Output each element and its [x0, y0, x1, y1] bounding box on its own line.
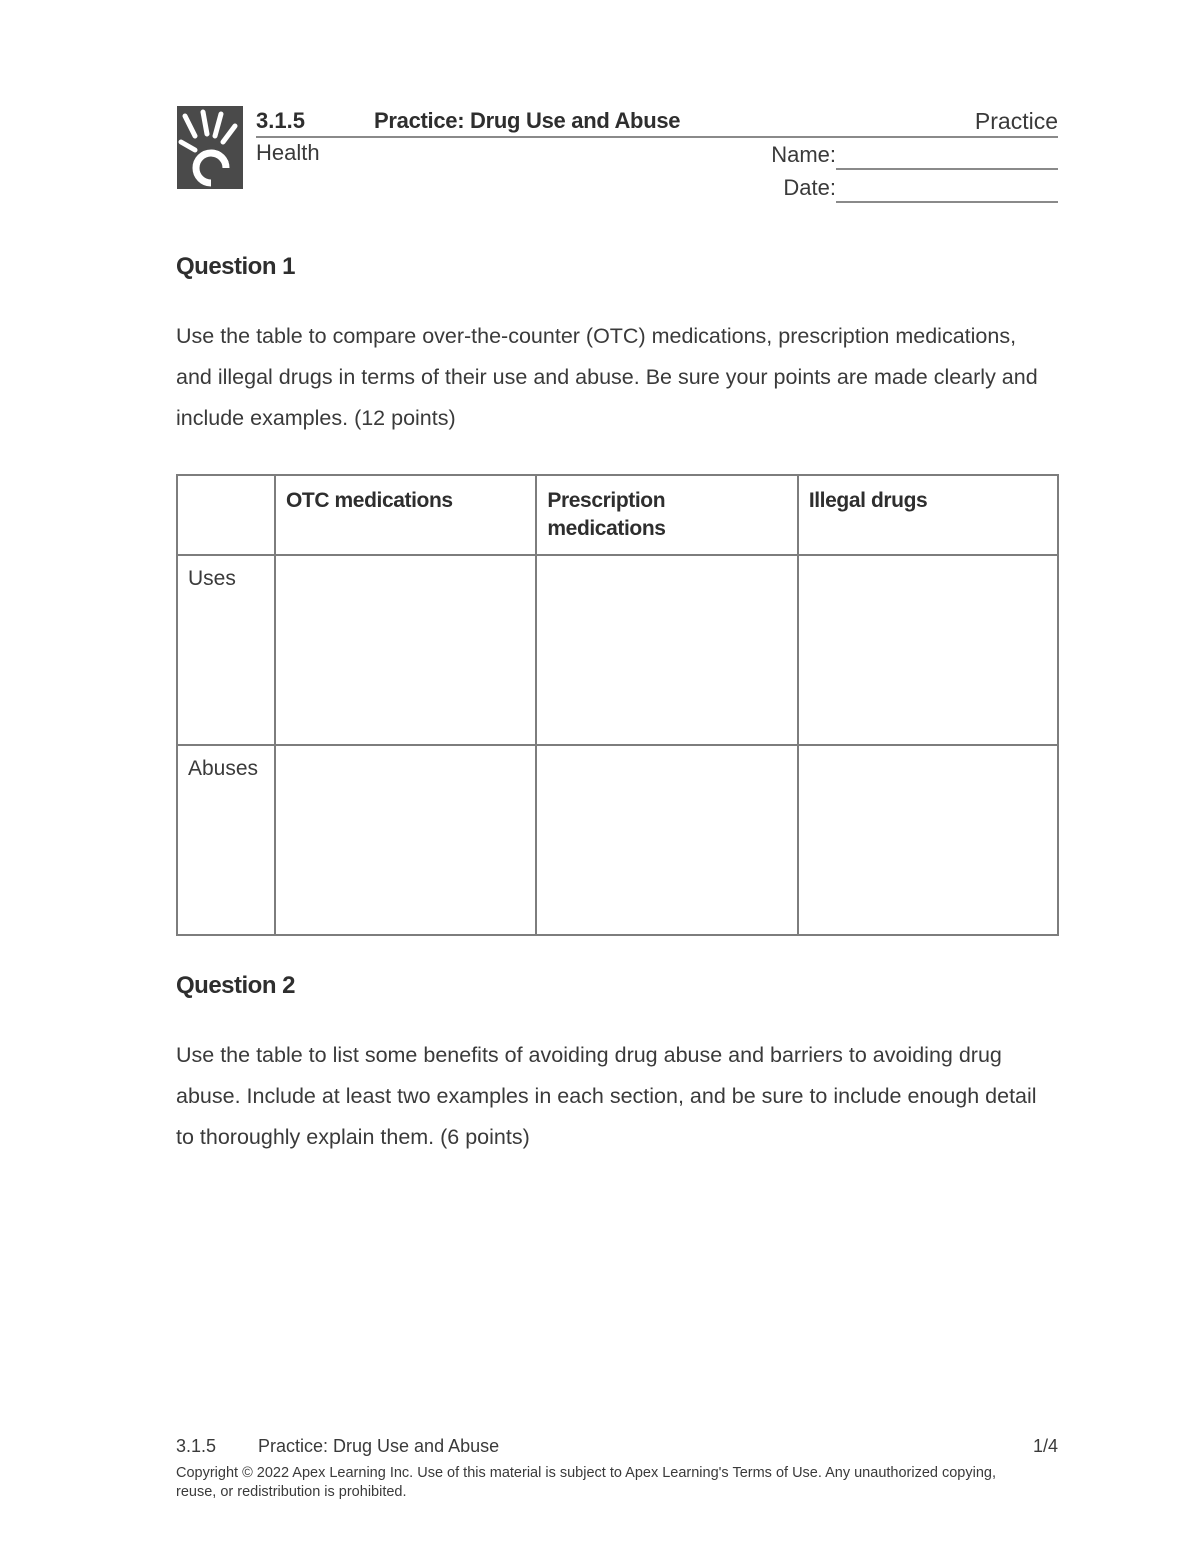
- answer-cell-uses-otc[interactable]: [275, 555, 536, 745]
- answer-cell-abuses-otc[interactable]: [275, 745, 536, 935]
- question-2-heading: Question 2: [176, 972, 296, 999]
- answer-cell-abuses-illegal[interactable]: [798, 745, 1058, 935]
- row-label-uses: Uses: [177, 555, 275, 745]
- row-label-abuses: Abuses: [177, 745, 275, 935]
- answer-cell-abuses-prescription[interactable]: [536, 745, 797, 935]
- comparison-table: [176, 474, 1059, 936]
- worksheet-title: Practice: Drug Use and Abuse: [374, 108, 681, 133]
- table-header-cell: [177, 475, 275, 555]
- table-header-prescription: Prescription medications: [536, 475, 797, 555]
- table-header-row: [177, 475, 1058, 555]
- table-header-illegal: Illegal drugs: [798, 475, 1058, 555]
- question-1-text: Use the table to compare over-the-counter (OTC) medications, prescription medications, and illegal drugs in terms of their use and abuse. Be sure your points are made clearly and include examples. (12 points): [176, 324, 1038, 430]
- table-row: [177, 745, 1058, 935]
- answer-cell-uses-illegal[interactable]: [798, 555, 1058, 745]
- subject-label: Health: [256, 140, 320, 165]
- date-field[interactable]: [836, 201, 1058, 203]
- header-rule: [256, 136, 1058, 138]
- name-label: Name:: [771, 142, 836, 167]
- footer-lesson-number: 3.1.5: [176, 1436, 217, 1456]
- apex-logo-icon: [177, 106, 243, 189]
- page-number: 1/4: [1032, 1436, 1058, 1456]
- table-row: [177, 555, 1058, 745]
- footer-title: Practice: Drug Use and Abuse: [258, 1436, 500, 1456]
- question-1-heading: Question 1: [176, 253, 296, 280]
- date-label: Date:: [783, 175, 836, 200]
- question-2-text: Use the table to list some benefits of avoiding drug abuse and barriers to avoiding drug abuse. Include at least two examples in each section, and be sure to include enough detail to thoroughly explain them. (6 points): [176, 1043, 1037, 1149]
- name-field[interactable]: [836, 168, 1058, 170]
- answer-cell-uses-prescription[interactable]: [536, 555, 797, 745]
- table-header-otc: OTC medications: [275, 475, 536, 555]
- copyright-notice: Copyright © 2022 Apex Learning Inc. Use of this material is subject to Apex Learning's Terms of Use. Any unauthorized copying, reuse, or redistribution is prohibited.: [176, 1465, 997, 1500]
- activity-type: Practice: [974, 108, 1058, 134]
- lesson-number: 3.1.5: [256, 108, 305, 133]
